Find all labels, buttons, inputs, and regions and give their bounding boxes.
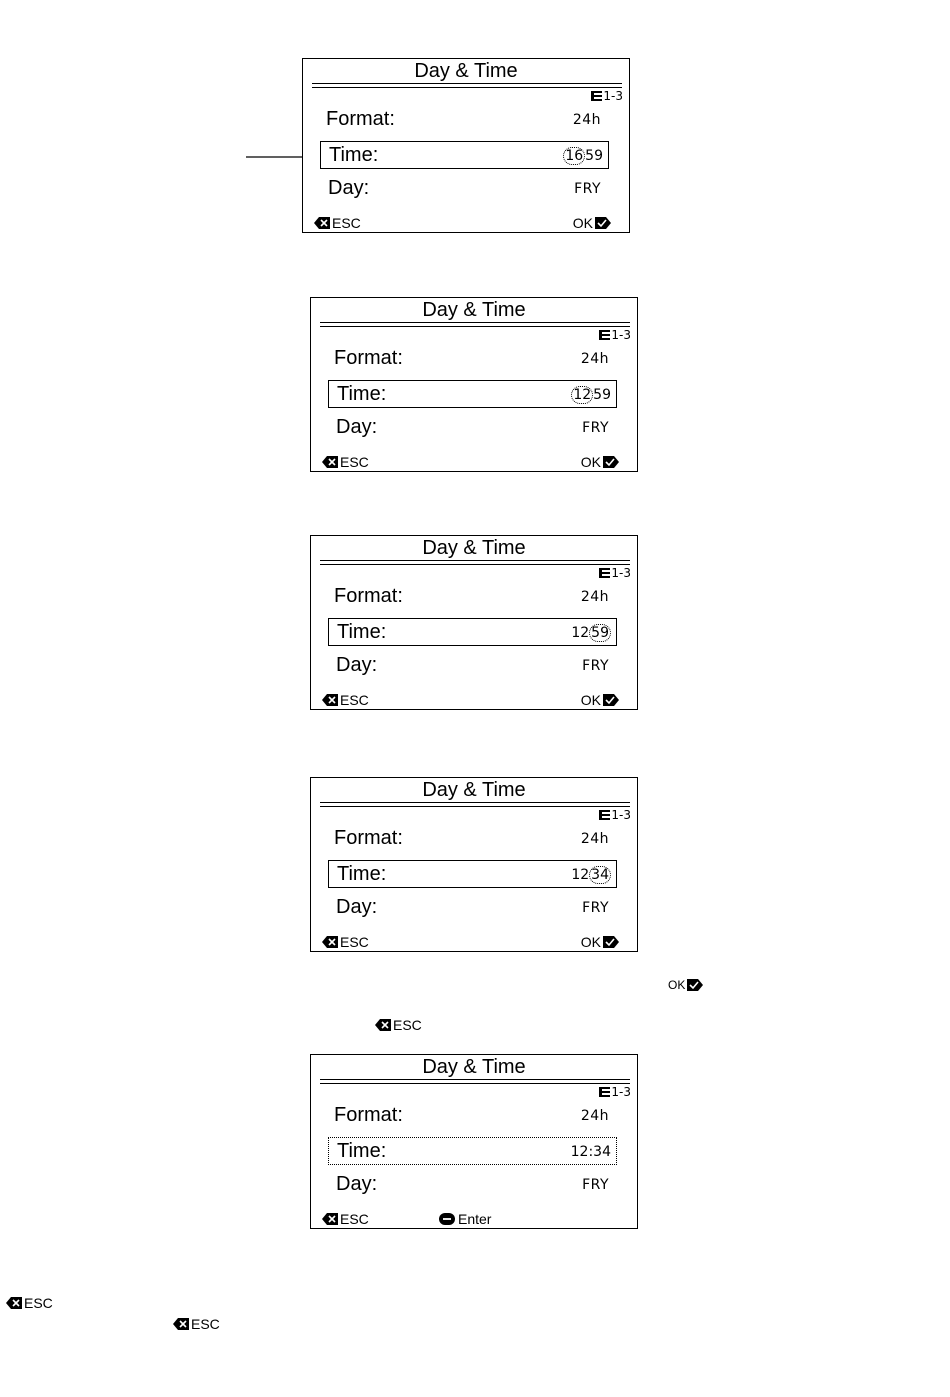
title-rule-bottom [320,1083,630,1084]
esc-label: ESC [340,1211,369,1227]
ok-label: OK [580,454,601,470]
inline-esc-label: ESC [191,1316,220,1332]
day-label: Day: [336,1173,378,1195]
format-value[interactable]: 24h [580,351,609,367]
time-label: Time: [337,1140,387,1162]
ok-key-icon [687,979,703,991]
page-number: 1-3 [611,808,631,822]
page-list-icon [599,810,610,820]
page-indicator [599,1085,631,1099]
esc-key-icon [375,1019,391,1031]
inline-esc-key [375,1017,422,1033]
time-hours-field[interactable]: 12 [571,625,590,641]
day-label: Day: [328,177,370,199]
time-label: Time: [337,383,387,405]
esc-key-icon [173,1318,189,1330]
day-label: Day: [336,654,378,676]
day-label: Day: [336,896,378,918]
format-label: Format: [334,1104,403,1126]
time-minutes-field[interactable]: 59 [593,387,611,403]
enter-label: Enter [458,1211,492,1227]
ok-label: OK [580,692,601,708]
screen-title: Day & Time [422,537,526,559]
enter-key-icon [439,1213,455,1225]
page-indicator [599,566,631,580]
title-rule-top [312,83,622,84]
time-label: Time: [337,621,387,643]
format-label: Format: [334,585,403,607]
ok-softkey[interactable] [573,215,611,231]
screen-title: Day & Time [422,1056,526,1078]
time-minutes-field[interactable]: 59 [585,148,603,164]
esc-softkey[interactable] [314,215,361,231]
page-list-icon [599,568,610,578]
esc-label: ESC [340,692,369,708]
format-value[interactable]: 24h [580,831,609,847]
esc-key-icon [314,217,330,229]
format-value[interactable]: 24h [580,1108,609,1124]
esc-label: ESC [340,454,369,470]
time-value[interactable] [571,624,611,642]
page-number: 1-3 [611,566,631,580]
format-label: Format: [334,827,403,849]
esc-key-icon [322,1213,338,1225]
time-value[interactable] [571,866,611,884]
page-number: 1-3 [603,89,623,103]
title-rule-bottom [320,326,630,327]
lcd-screen-5 [310,1054,638,1229]
ok-key-icon [603,456,619,468]
esc-softkey[interactable] [322,454,369,470]
page-list-icon [599,330,610,340]
screen-title: Day & Time [422,299,526,321]
ok-key-icon [603,694,619,706]
esc-softkey[interactable] [322,1211,369,1227]
ok-label: OK [580,934,601,950]
ok-softkey[interactable] [581,934,619,950]
esc-softkey[interactable] [322,934,369,950]
page-indicator [599,808,631,822]
inline-esc-key [6,1295,53,1311]
format-label: Format: [326,108,395,130]
inline-ok-label: OK [668,978,686,992]
ok-label: OK [572,215,593,231]
inline-ok-key [668,977,703,993]
ok-key-icon [603,936,619,948]
lcd-screen-1 [302,58,630,233]
page-indicator [599,328,631,342]
inline-esc-key [173,1316,220,1332]
time-value[interactable] [563,147,603,165]
time-minutes-field[interactable]: 34 [591,867,609,883]
page-number: 1-3 [611,1085,631,1099]
title-rule-top [320,802,630,803]
esc-key-icon [6,1297,22,1309]
time-label: Time: [337,863,387,885]
format-value[interactable]: 24h [580,589,609,605]
title-rule-top [320,1079,630,1080]
title-rule-bottom [320,806,630,807]
day-value[interactable]: FRY [574,181,601,197]
lcd-screen-3 [310,535,638,710]
ok-key-icon [595,217,611,229]
inline-esc-label: ESC [393,1017,422,1033]
enter-softkey[interactable] [439,1211,491,1227]
ok-softkey[interactable] [581,454,619,470]
page-number: 1-3 [611,328,631,342]
esc-softkey[interactable] [322,692,369,708]
lcd-screen-2 [310,297,638,472]
title-rule-bottom [320,564,630,565]
screen-title: Day & Time [422,779,526,801]
screen-title: Day & Time [414,60,518,82]
esc-label: ESC [340,934,369,950]
time-value[interactable] [571,386,611,404]
title-rule-top [320,322,630,323]
page-list-icon [599,1087,610,1097]
page-list-icon [591,91,602,101]
format-value[interactable]: 24h [572,112,601,128]
day-value[interactable]: FRY [582,1177,609,1193]
esc-key-icon [322,456,338,468]
esc-key-icon [322,694,338,706]
day-value[interactable]: FRY [582,658,609,674]
title-rule-bottom [312,87,622,88]
time-hours-field[interactable]: 12 [571,867,590,883]
title-rule-top [320,560,630,561]
time-hours-field[interactable]: 12 [573,387,592,403]
esc-key-icon [322,936,338,948]
esc-label: ESC [332,215,361,231]
day-label: Day: [336,416,378,438]
day-value[interactable]: FRY [582,900,609,916]
time-minutes-field[interactable]: 59 [591,625,609,641]
time-label: Time: [329,144,379,166]
time-value[interactable]: 12:34 [570,1144,611,1160]
day-value[interactable]: FRY [582,420,609,436]
page-indicator [591,89,623,103]
ok-softkey[interactable] [581,692,619,708]
lcd-screen-4 [310,777,638,952]
format-label: Format: [334,347,403,369]
time-hours-field[interactable]: 16 [565,148,584,164]
inline-esc-label: ESC [24,1295,53,1311]
